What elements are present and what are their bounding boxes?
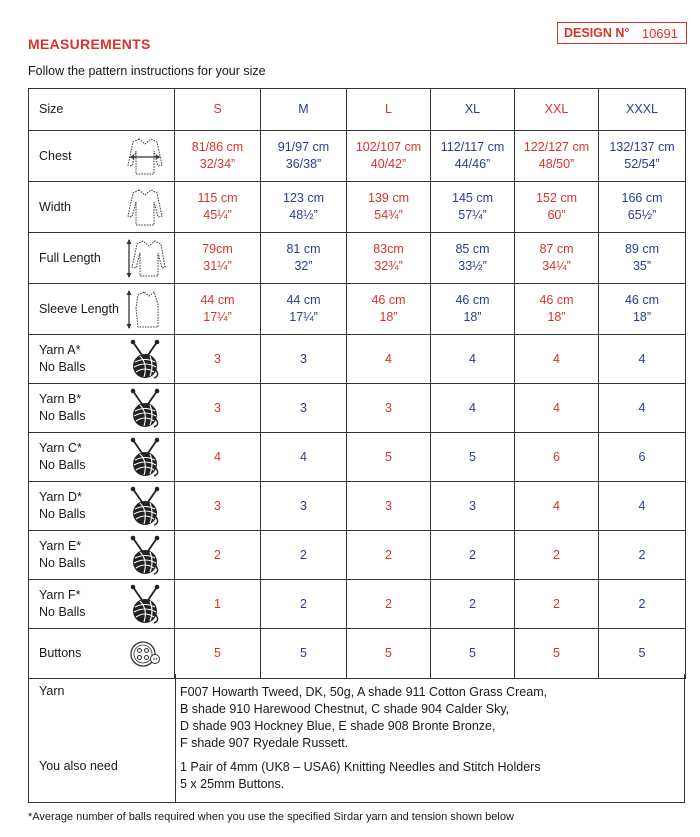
yarn-row (29, 335, 686, 384)
yarn-balls-xxxl: 4 (599, 482, 686, 531)
also-need-line: 1 Pair of 4mm (UK8 – USA6) Knitting Needles and Stitch Holders (180, 760, 541, 774)
metric-value: 122/127 cm (523, 140, 590, 155)
yarn-balls-xl: 5 (431, 433, 515, 482)
metric-value: 112/117 cm (440, 140, 505, 155)
measurement-l (347, 284, 431, 335)
measurement-l (347, 182, 431, 233)
materials-divider (175, 674, 176, 802)
imperial-value: 44/46” (454, 157, 491, 171)
design-label: DESIGN N° (564, 26, 630, 40)
metric-value: 79cm (202, 242, 233, 257)
yarn-balls-label: No Balls (39, 605, 86, 619)
imperial-value: 18” (632, 310, 652, 324)
yarn-balls-l: 2 (347, 531, 431, 580)
imperial-value: 48½” (289, 208, 318, 222)
imperial-value: 32” (294, 259, 313, 273)
imperial-value: 45¼” (203, 208, 232, 222)
yarn-ball-icon (124, 534, 166, 576)
yarn-balls-l: 3 (347, 482, 431, 531)
yarn-balls-xl: 2 (431, 580, 515, 629)
yarn-label-cell (29, 531, 175, 580)
imperial-value: 32/34” (199, 157, 236, 171)
yarn-label-cell (29, 335, 175, 384)
yarn-balls-l: 4 (347, 335, 431, 384)
size-xl: XL (431, 89, 515, 131)
imperial-value: 18” (379, 310, 398, 324)
design-number: 10691 (641, 25, 678, 41)
yarn-label: Yarn E* (39, 539, 82, 554)
measurement-l (347, 233, 431, 284)
also-need-text (180, 759, 541, 793)
yarn-balls-m: 4 (261, 433, 347, 482)
sleeve-measure-icon (124, 288, 166, 330)
measurement-xl (431, 284, 515, 335)
metric-value: 46 cm (371, 293, 406, 308)
yarn-balls-xl: 4 (431, 384, 515, 433)
imperial-value: 54¾” (374, 208, 403, 222)
measurement-xxl (515, 284, 599, 335)
size-m: M (261, 89, 347, 131)
measurement-s (175, 182, 261, 233)
imperial-value: 18” (547, 310, 566, 324)
measurement-label: Full Length (39, 250, 101, 265)
measurement-row (29, 182, 686, 233)
measurement-m (261, 233, 347, 284)
yarn-balls-label: No Balls (39, 556, 86, 570)
yarn-balls-xxl: 4 (515, 482, 599, 531)
metric-value: 91/97 cm (277, 140, 330, 155)
yarn-row (29, 580, 686, 629)
size-label: Size (29, 89, 175, 131)
measurement-label-cell (29, 182, 175, 233)
measurement-label: Chest (39, 148, 72, 163)
buttons-xl: 5 (431, 629, 515, 679)
yarn-label-cell (29, 384, 175, 433)
materials-box (28, 674, 685, 803)
measurement-xxxl (599, 284, 686, 335)
metric-value: 44 cm (200, 293, 235, 308)
yarn-info-line: F007 Howarth Tweed, DK, 50g, A shade 911 Cotton Grass Cream, (180, 685, 548, 699)
buttons-label: Buttons (39, 646, 82, 661)
imperial-value: 32¾” (374, 259, 403, 273)
imperial-value: 33½” (458, 259, 487, 273)
yarn-balls-xxxl: 6 (599, 433, 686, 482)
measurement-s (175, 284, 261, 335)
imperial-value: 48/50” (538, 157, 575, 171)
buttons-row (29, 629, 686, 679)
buttons-m: 5 (261, 629, 347, 679)
measurement-label: Sleeve Length (39, 301, 119, 316)
buttons-xxxl: 5 (599, 629, 686, 679)
size-row (29, 89, 686, 131)
yarn-ball-icon (124, 436, 166, 478)
yarn-label-cell (29, 433, 175, 482)
yarn-row (29, 531, 686, 580)
imperial-value: 60” (547, 208, 566, 222)
imperial-value: 65½” (627, 208, 657, 222)
measurement-s (175, 131, 261, 182)
measurement-label-cell (29, 131, 175, 182)
measurement-label: Width (39, 199, 71, 214)
imperial-value: 31¼” (203, 259, 232, 273)
length-measure-icon (124, 237, 166, 279)
yarn-ball-icon (124, 338, 166, 380)
imperial-value: 17¼” (289, 310, 318, 324)
metric-value: 81 cm (286, 242, 321, 257)
metric-value: 46 cm (539, 293, 574, 308)
yarn-row (29, 384, 686, 433)
intro-text: Follow the pattern instructions for your size (28, 64, 266, 78)
metric-value: 89 cm (624, 242, 660, 257)
button-icon (124, 633, 166, 675)
yarn-balls-label: No Balls (39, 458, 86, 472)
metric-value: 115 cm (197, 191, 238, 206)
size-xxxl: XXXL (599, 89, 686, 131)
chest-measure-icon (124, 135, 166, 177)
yarn-ball-icon (124, 485, 166, 527)
yarn-balls-xxl: 4 (515, 384, 599, 433)
measurement-l (347, 131, 431, 182)
metric-value: 152 cm (536, 191, 577, 206)
buttons-xxl: 5 (515, 629, 599, 679)
yarn-balls-s: 1 (175, 580, 261, 629)
metric-value: 166 cm (621, 191, 663, 206)
yarn-balls-s: 4 (175, 433, 261, 482)
measurement-m (261, 182, 347, 233)
yarn-balls-xxxl: 4 (599, 335, 686, 384)
yarn-balls-xxxl: 2 (599, 531, 686, 580)
size-xxl: XXL (515, 89, 599, 131)
yarn-balls-label: No Balls (39, 507, 86, 521)
yarn-balls-s: 3 (175, 482, 261, 531)
yarn-ball-icon (124, 387, 166, 429)
measurement-row (29, 233, 686, 284)
metric-value: 87 cm (539, 242, 574, 257)
also-need-line: 5 x 25mm Buttons. (180, 777, 285, 791)
yarn-label-cell (29, 580, 175, 629)
yarn-balls-m: 2 (261, 531, 347, 580)
measurement-xl (431, 131, 515, 182)
buttons-l: 5 (347, 629, 431, 679)
yarn-row (29, 482, 686, 531)
measurement-xl (431, 182, 515, 233)
yarn-balls-m: 3 (261, 384, 347, 433)
yarn-balls-l: 5 (347, 433, 431, 482)
yarn-balls-xl: 2 (431, 531, 515, 580)
yarn-label: Yarn B* (39, 392, 82, 407)
imperial-value: 17¼” (203, 310, 232, 324)
yarn-label-cell (29, 482, 175, 531)
yarn-balls-m: 3 (261, 335, 347, 384)
yarn-balls-label: No Balls (39, 409, 86, 423)
width-measure-icon (124, 186, 166, 228)
imperial-value: 35” (632, 259, 652, 273)
measurements-table (28, 88, 686, 679)
yarn-info-line: B shade 910 Harewood Chestnut, C shade 904 Calder Sky, (180, 702, 510, 716)
yarn-balls-label: No Balls (39, 360, 86, 374)
measurement-label-cell (29, 233, 175, 284)
yarn-label: Yarn C* (39, 441, 82, 456)
metric-value: 123 cm (283, 191, 324, 206)
yarn-label: Yarn F* (39, 588, 81, 603)
size-l: L (347, 89, 431, 131)
imperial-value: 52/54” (624, 157, 660, 171)
yarn-row (29, 433, 686, 482)
metric-value: 81/86 cm (191, 140, 244, 155)
size-s: S (175, 89, 261, 131)
design-number-box (557, 22, 687, 44)
imperial-value: 40/42” (370, 157, 407, 171)
yarn-balls-s: 2 (175, 531, 261, 580)
imperial-value: 57¼” (458, 208, 487, 222)
yarn-label: Yarn D* (39, 490, 82, 505)
yarn-balls-xxl: 6 (515, 433, 599, 482)
imperial-value: 18” (463, 310, 482, 324)
buttons-s: 5 (175, 629, 261, 679)
metric-value: 44 cm (286, 293, 321, 308)
measurement-m (261, 284, 347, 335)
measurement-xxxl (599, 233, 686, 284)
yarn-balls-xxl: 2 (515, 531, 599, 580)
measurement-xxl (515, 131, 599, 182)
yarn-info-line: D shade 903 Hockney Blue, E shade 908 Bronte Bronze, (180, 719, 496, 733)
yarn-info-text (180, 684, 547, 752)
yarn-info-line: F shade 907 Ryedale Russett. (180, 736, 349, 750)
metric-value: 83cm (373, 242, 404, 257)
metric-value: 139 cm (368, 191, 409, 206)
measurement-xxxl (599, 182, 686, 233)
metric-value: 102/107 cm (355, 140, 422, 155)
yarn-balls-xxl: 2 (515, 580, 599, 629)
imperial-value: 36/38” (285, 157, 322, 171)
yarn-balls-l: 3 (347, 384, 431, 433)
yarn-balls-m: 3 (261, 482, 347, 531)
footnote: *Average number of balls required when you use the specified Sirdar yarn and tension shown below (28, 811, 514, 823)
yarn-ball-icon (124, 583, 166, 625)
measurement-s (175, 233, 261, 284)
measurement-row (29, 131, 686, 182)
metric-value: 132/137 cm (609, 140, 675, 155)
metric-value: 46 cm (624, 293, 660, 308)
yarn-balls-xxxl: 4 (599, 384, 686, 433)
yarn-balls-s: 3 (175, 384, 261, 433)
measurement-xxxl (599, 131, 686, 182)
metric-value: 46 cm (455, 293, 490, 308)
imperial-value: 34¼” (542, 259, 571, 273)
metric-value: 85 cm (455, 242, 490, 257)
yarn-info-label: Yarn (39, 684, 65, 698)
measurement-m (261, 131, 347, 182)
yarn-balls-xl: 4 (431, 335, 515, 384)
page-title: MEASUREMENTS (28, 36, 151, 52)
yarn-balls-xxl: 4 (515, 335, 599, 384)
measurement-xxl (515, 233, 599, 284)
yarn-balls-s: 3 (175, 335, 261, 384)
yarn-balls-xxxl: 2 (599, 580, 686, 629)
measurement-xl (431, 233, 515, 284)
buttons-cell (29, 629, 175, 679)
measurement-label-cell (29, 284, 175, 335)
yarn-balls-m: 2 (261, 580, 347, 629)
also-need-label: You also need (39, 759, 118, 773)
metric-value: 145 cm (452, 191, 493, 206)
yarn-label: Yarn A* (39, 343, 81, 358)
measurement-row (29, 284, 686, 335)
measurement-xxl (515, 182, 599, 233)
yarn-balls-xl: 3 (431, 482, 515, 531)
yarn-balls-l: 2 (347, 580, 431, 629)
